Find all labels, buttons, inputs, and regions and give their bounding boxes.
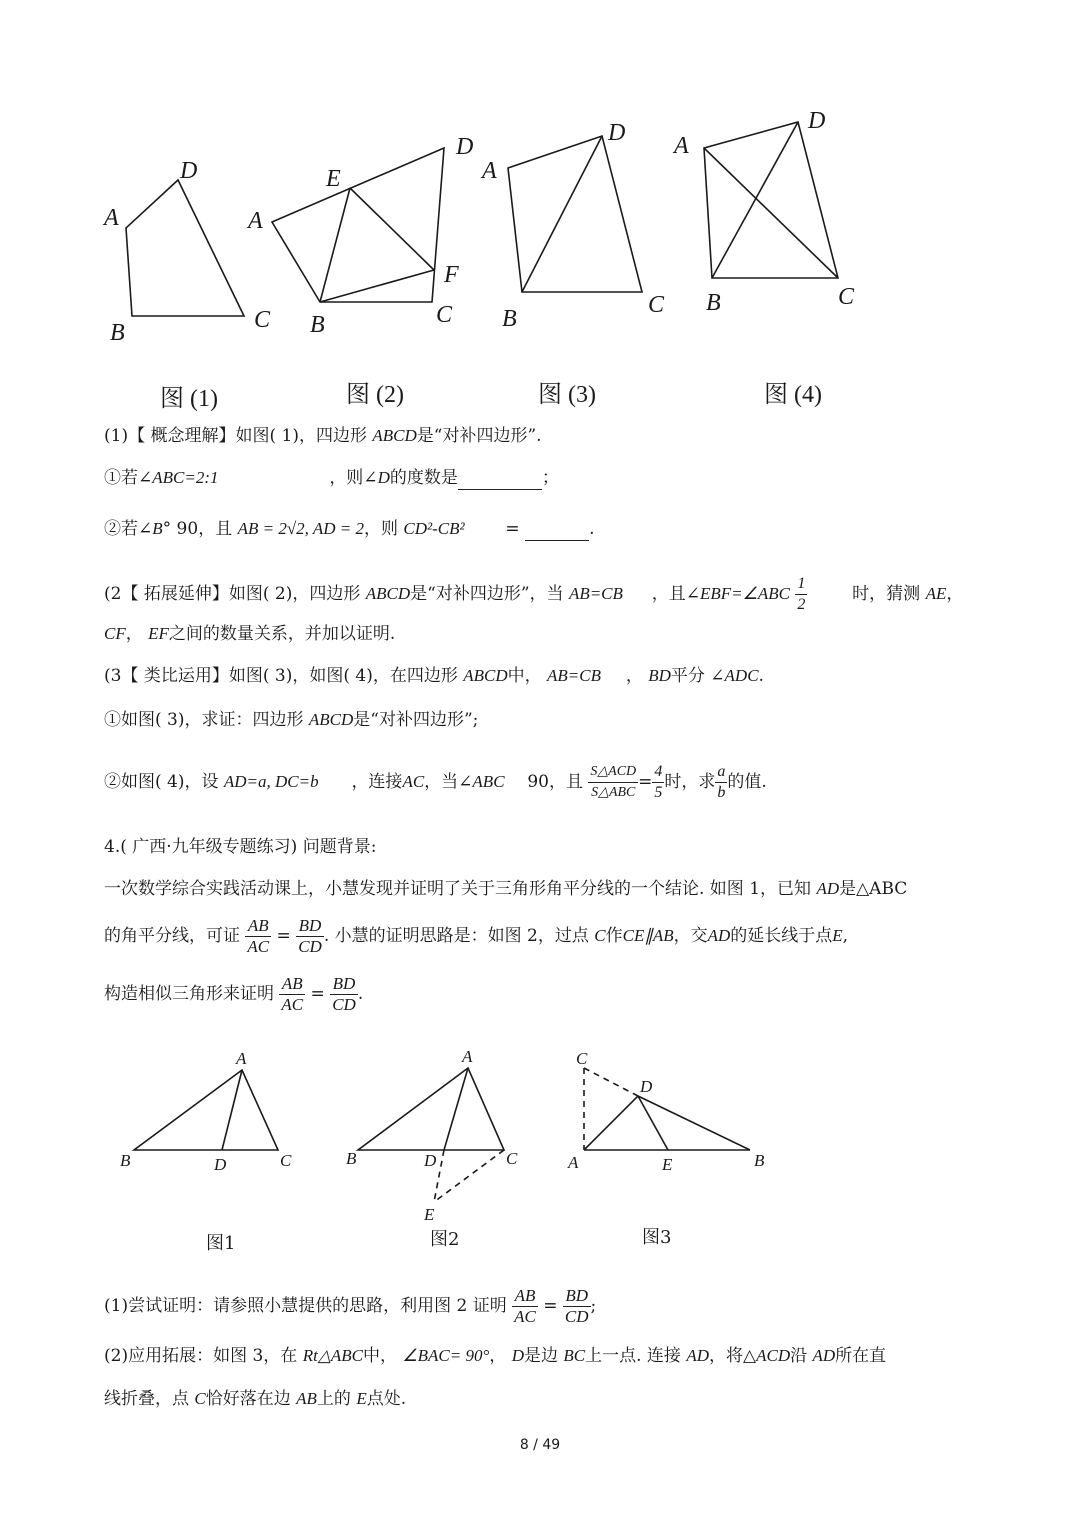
fig2-label-c: C — [436, 302, 453, 328]
t3-label-b: B — [754, 1151, 765, 1170]
fig3-label-d: D — [608, 120, 626, 146]
fig3-quadrilateral — [508, 136, 642, 292]
t1-caption: 图1 — [206, 1233, 236, 1254]
page-number: 8 / 49 — [519, 1437, 561, 1453]
ab-ac-fraction-2: $\frac{AB}{AC}$ — [281, 974, 304, 1014]
part3-question1: ①如图( 3)，求证：四边形 ABCD是“对补四边形”; — [104, 710, 479, 730]
fig2-line-be — [320, 188, 350, 302]
fig2-line-ef — [350, 188, 434, 270]
t3-label-d: D — [640, 1077, 653, 1096]
fig4-caption: 图 (4) — [764, 382, 822, 408]
fig2-quadrilateral — [272, 148, 444, 302]
fig4-label-b: B — [706, 290, 721, 316]
top-figures — [0, 0, 1080, 420]
t2-caption: 图2 — [430, 1229, 460, 1250]
t2-label-b: B — [346, 1149, 357, 1168]
four-fifths-fraction: $\frac{4}{5}$ — [654, 763, 663, 801]
problem4-q1: (1)尝试证明：请参照小慧提供的思路，利用图 2 证明 $\frac{AB}{AC}$ = $\frac{BD}{CD}$ ; — [104, 1286, 597, 1326]
part3-line1: (3【 类比运用】如图( 3)，如图( 4)，在四边形 ABCD中， AB=CB ， BD平分 ∠ADC. — [104, 666, 764, 686]
fig2-caption: 图 (2) — [346, 382, 404, 408]
fig3-caption: 图 (3) — [538, 382, 596, 408]
t2-dash-ce — [434, 1150, 504, 1202]
problem4-q2-line1: (2)应用拓展：如图 3，在 Rt△ABC中， ∠BAC= 90°， D是边 BC上一点. 连接 AD，将△ACD沿 AD所在直 — [104, 1346, 887, 1366]
fig2-label-a: A — [248, 208, 263, 234]
bd-cd-fraction-2: $\frac{BD}{CD}$ — [332, 974, 356, 1014]
problem4-para2: 的角平分线，可证 $\frac{AB}{AC}$ = $\frac{BD}{CD}$ . 小慧的证明思路是：如图 2，过点 C作CE∥AB，交AD的延长线于点E, — [104, 916, 849, 956]
fig3-label-a: A — [482, 158, 497, 184]
t1-label-a: A — [236, 1049, 247, 1068]
fig4-line-ac — [704, 148, 838, 278]
bd-cd-fraction-3: $\frac{BD}{CD}$ — [564, 1286, 589, 1326]
t1-label-b: B — [120, 1151, 131, 1170]
part2-line1: (2【 拓展延伸】如图( 2)，四边形 ABCD是“对补四边形”，当 AB=CB ，且∠EBF=∠ABC $\frac{1}{2}$ 时，猜测 AE， — [104, 575, 964, 613]
answer-blank-2[interactable] — [525, 518, 589, 541]
problem4-para1: 一次数学综合实践活动课上，小慧发现并证明了关于三角形角平分线的一个结论. 如图 1，已知 AD是△ABC — [104, 879, 908, 899]
t2-line-ad — [444, 1068, 468, 1150]
fig3-label-b: B — [502, 306, 517, 332]
t3-dash-cd — [584, 1068, 638, 1096]
fig4-line-bd — [712, 122, 798, 278]
fig2-label-b: B — [310, 312, 325, 338]
t3-label-c: C — [576, 1049, 588, 1068]
part3-question2: ②如图( 4)，设 AD=a, DC=b ，连接AC，当∠ABC 90，且 $\frac{\text{S△ACD}}{\text{S△ABC}}$ = $\frac{4}{5}$ 时，求 $\frac{a}{b}$ 的值. — [104, 763, 767, 801]
fig1-quadrilateral — [126, 180, 244, 316]
t2-label-d: D — [424, 1151, 437, 1170]
problem4-q2-line2: 线折叠，点 C恰好落在边 AB上的 E点处. — [104, 1389, 407, 1409]
fig2-line-bf — [320, 270, 434, 302]
fig4-label-c: C — [838, 284, 855, 310]
fig1-label-b: B — [110, 320, 125, 346]
triangle-figures — [0, 1040, 1080, 1270]
problem4-para3: 构造相似三角形来证明 $\frac{AB}{AC}$ = $\frac{BD}{CD}$ . — [104, 974, 364, 1014]
t1-label-c: C — [280, 1151, 292, 1170]
t1-triangle — [134, 1070, 278, 1150]
fig4-label-d: D — [808, 108, 826, 134]
t2-label-a: A — [462, 1047, 473, 1066]
fig4-label-a: A — [674, 133, 689, 159]
fig3-label-c: C — [648, 292, 665, 318]
fig1-label-c: C — [254, 307, 271, 333]
area-ratio-fraction: $\frac{\text{S△ACD}}{\text{S△ABC}}$ — [590, 764, 637, 800]
half-fraction: $\frac{1}{2}$ — [797, 575, 806, 613]
ab-ac-fraction: $\frac{AB}{AC}$ — [247, 916, 270, 956]
t2-triangle — [358, 1068, 504, 1150]
t2-label-e: E — [424, 1205, 435, 1224]
t3-label-e: E — [662, 1155, 673, 1174]
ab-ac-fraction-3: $\frac{AB}{AC}$ — [514, 1286, 536, 1326]
part1-question1: ①若∠ABC=2:1 ，则∠D的度数是 ； — [104, 468, 559, 488]
part1-question2: ②若∠B° 90，且 AB = 2√2, AD = 2，则 CD²-CB² = . — [104, 519, 595, 539]
fig1-caption: 图 (1) — [160, 386, 218, 412]
t1-label-d: D — [214, 1155, 227, 1174]
part1-header: (1)【 概念理解】如图( 1)，四边形 ABCD是“对补四边形”. — [104, 426, 542, 446]
fig2-label-f: F — [444, 262, 459, 288]
fig2-label-e: E — [326, 166, 341, 192]
problem4-title: 4.( 广西·九年级专题练习) 问题背景: — [104, 837, 377, 857]
t3-line-db — [638, 1096, 750, 1150]
answer-blank-1[interactable] — [458, 467, 542, 490]
t2-label-c: C — [506, 1149, 518, 1168]
t3-line-ad — [584, 1096, 638, 1150]
a-over-b-fraction: $\frac{a}{b}$ — [717, 763, 726, 801]
part2-line2: CF， EF之间的数量关系，并加以证明. — [104, 624, 396, 644]
t3-caption: 图3 — [642, 1227, 672, 1248]
fig2-label-d: D — [456, 134, 474, 160]
bd-cd-fraction: $\frac{BD}{CD}$ — [298, 916, 322, 956]
t3-label-a: A — [568, 1153, 579, 1172]
fig1-label-d: D — [180, 158, 198, 184]
fig1-label-a: A — [104, 205, 119, 231]
